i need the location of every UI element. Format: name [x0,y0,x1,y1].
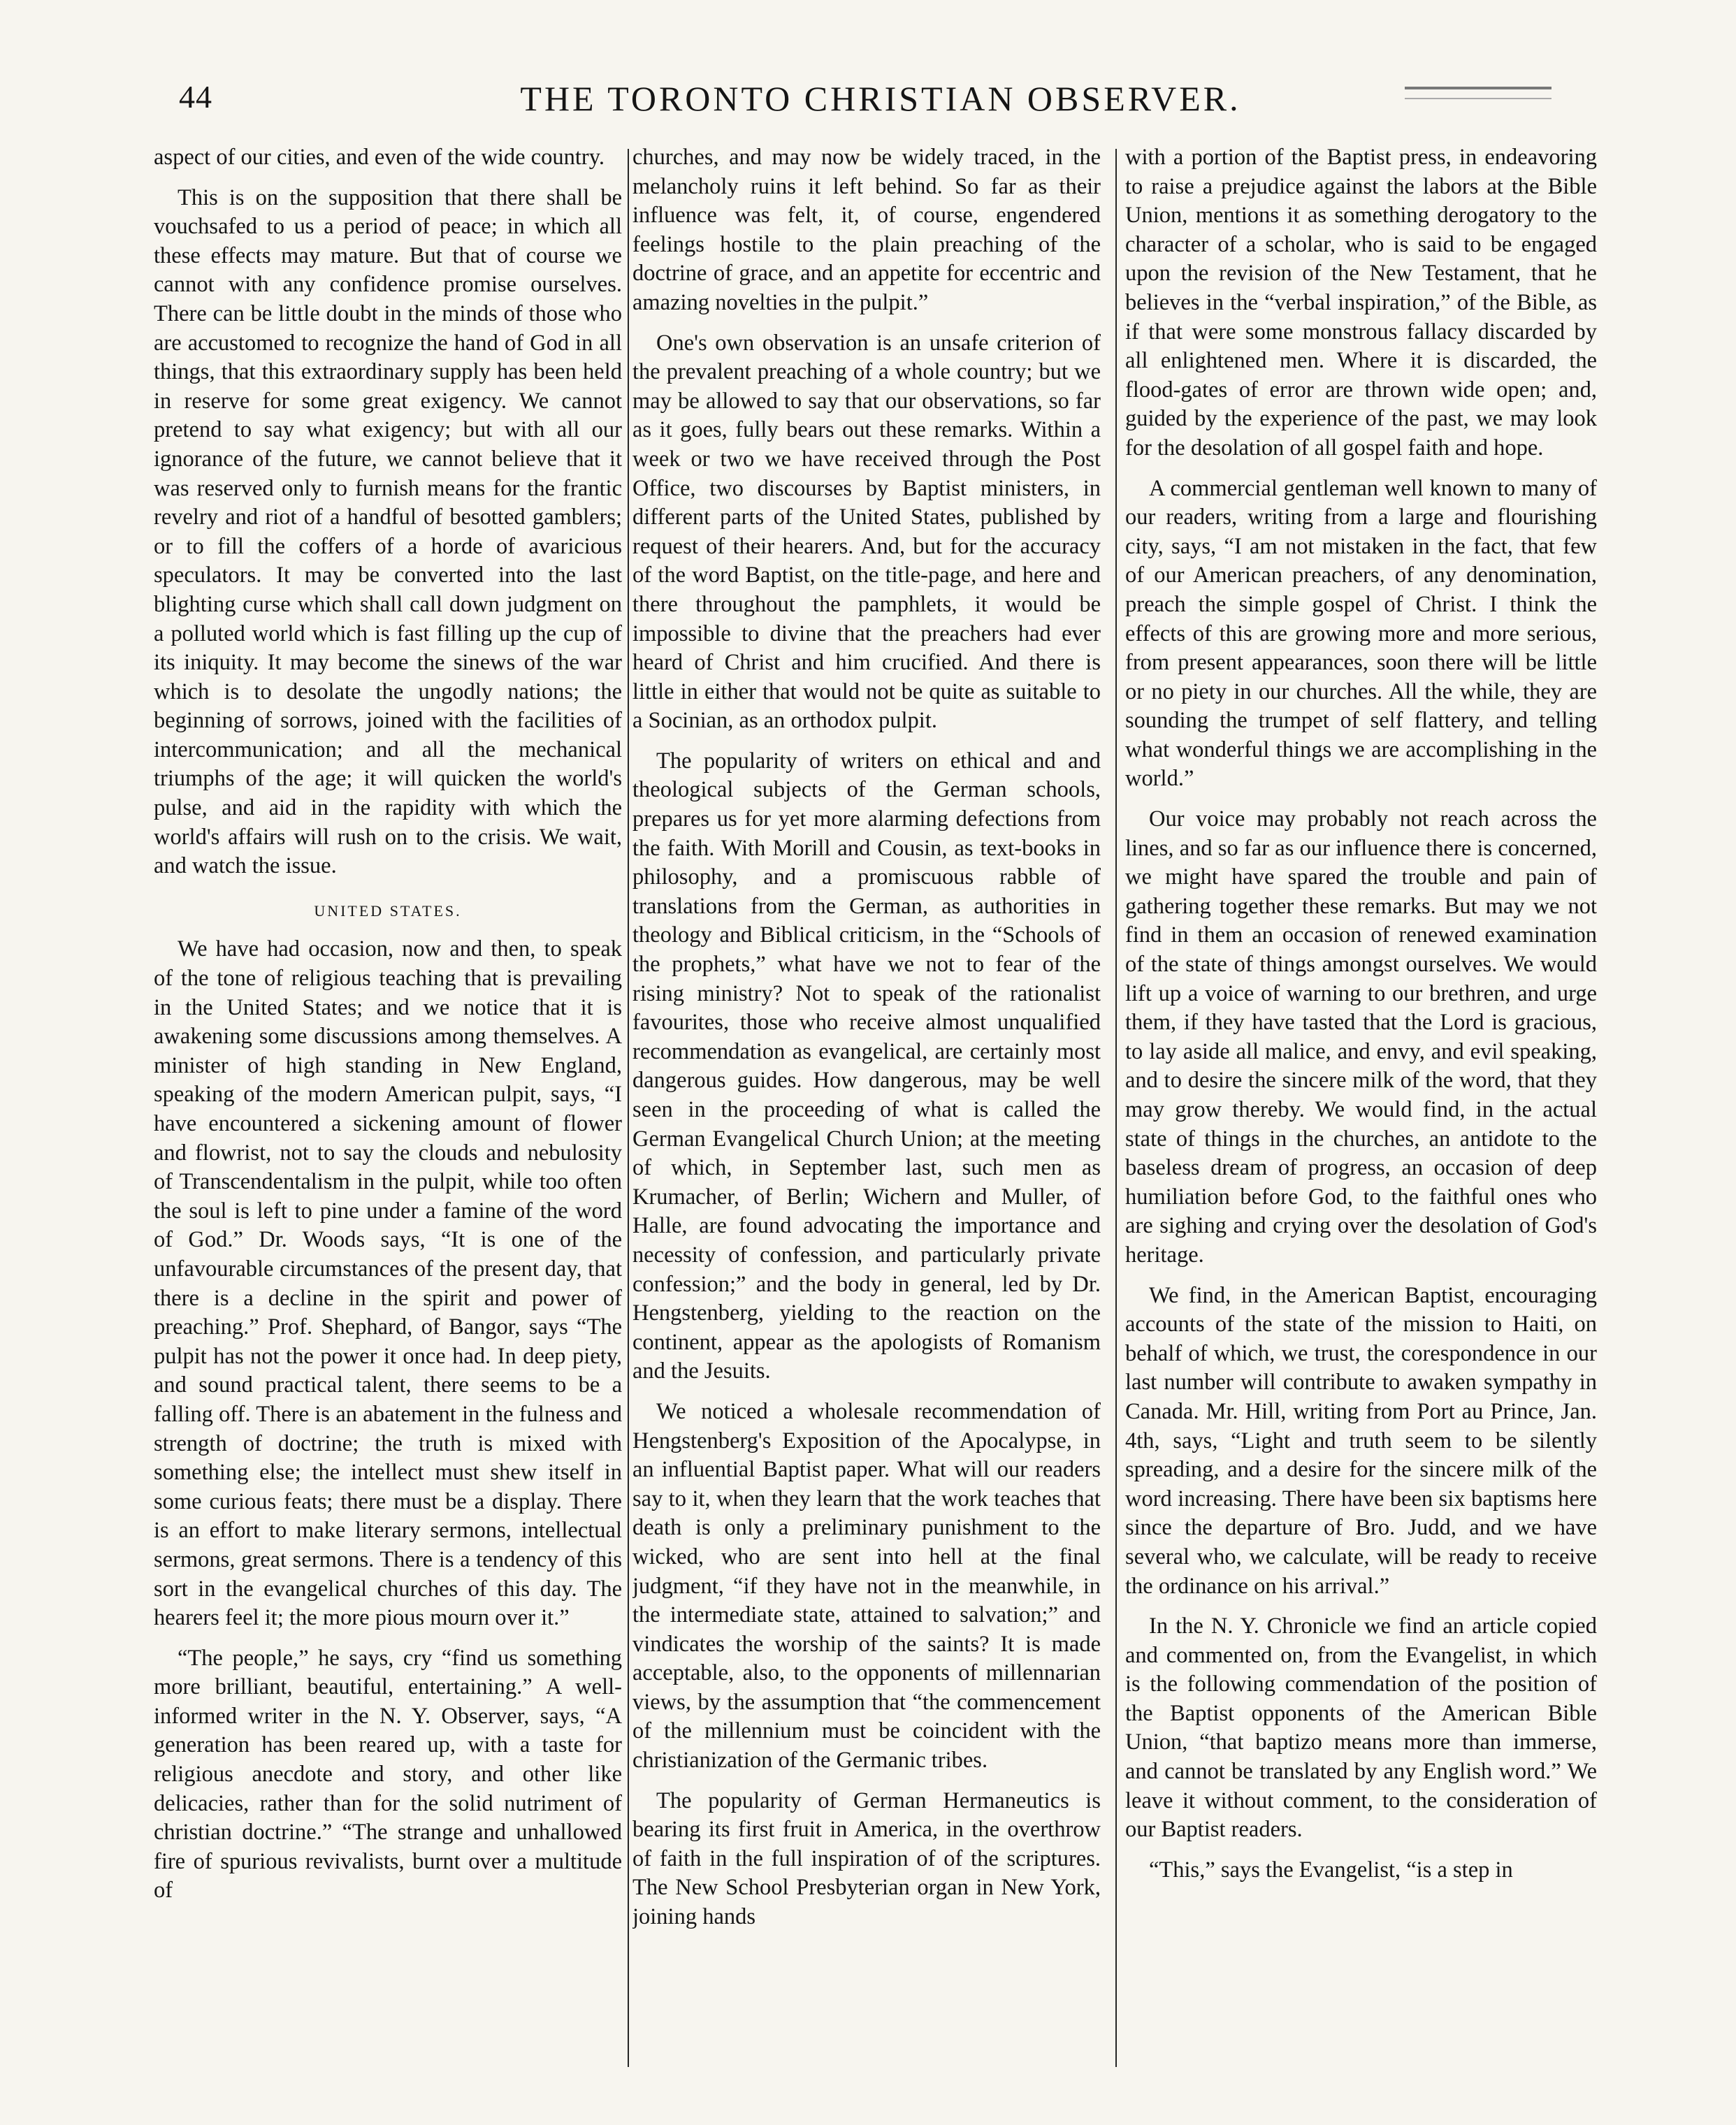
paragraph: We have had occasion, now and then, to speak of the tone of religious teaching that is prevailing in the United States; and we notice that it is awakening some discussions among themselves. A minister of high standing in New England, speaking of the modern American pulpit, says, “I have encountered a sickening amount of flower and flowrist, not to say the clouds and nebulosity of Transcendentalism in the pulpit, while too often the soul is left to pine under a famine of the word of God.” Dr. Woods says, “It is one of the unfavourable circumstances of the present day, that there is a decline in the spirit and power of preaching.” Prof. Shephard, of Bangor, says “The pulpit has not the power it once had. In deep piety, and sound practical talent, there seems to be a falling off. There is an abatement in the fulness and strength of doctrine; the truth is mixed with something else; the intellect must shew itself in some curious feats; there must be a display. There is an effort to make literary sermons, intellectual sermons, great sermons. There is a tendency of this sort in the evangelical churches of this day. The hearers feel it; the more pious mourn over it.” [154,936,622,1631]
column-1 [154,143,622,2072]
paragraph: Our voice may probably not reach across the lines, and so far as our influence there is concerned, we might have spared the trouble and pain of gathering together these remarks. But may we not find in them an occasion of renewed examination of the state of things amongst ourselves. We would lift up a voice of warning to our brethren, and urge them, if they have tasted that the Lord is gracious, to lay aside all malice, and envy, and evil speaking, and to desire the sincere milk of the word, that they may grow thereby. We would find, in the actual state of things in the churches, an antidote to the baseless dream of progress, an occasion of deep humiliation before God, to the faithful ones who are sighing and crying over the desolation of God's heritage. [1125,806,1597,1268]
article-columns [154,143,1607,2077]
paragraph: One's own observation is an unsafe criterion of the prevalent preaching of a whole country; but we may be allowed to say that our observations, so far as it goes, fully bears out these remarks. Within a week or two we have received through the Post Office, two discourses by Baptist ministers, in different parts of the United States, published by request of their hearers. And, but for the accuracy of the word Baptist, on the title-page, and here and there throughout the pamphlets, it would be impossible to divine that the preachers had ever heard of Christ and him crucified. And there is little in either that would not be quite as suitable to a Socinian, as an orthodox pulpit. [632,330,1101,734]
paragraph: “This,” says the Evangelist, “is a step in [1149,1857,1513,1883]
paragraph: The popularity of writers on ethical and and theological subjects of the German schools, prepares us for yet more alarming defections from the faith. With Morill and Cousin, as text-books in philosophy, and a promiscuous rabble of translations from the German, as authorities in theology and Biblical criticism, in the “Schools of the prophets,” what have we not to fear of the rising ministry? Not to speak of the rationalist favourites, those who receive almost unqualified recommendation as evangelical, are certainly most dangerous guides. How dangerous, may be well seen in the proceeding of what is called the German Evangelical Church Union; at the meeting of which, in September last, such men as Krumacher, of Berlin; Wichern and Muller, of Halle, are found advocating the importance and necessity of confession, and particularly private confession;” and the body in general, led by Dr. Hengstenberg, yielding to the reaction on the continent, appear as the apologists of Romanism and the Jesuits. [632,748,1101,1384]
paragraph: We noticed a wholesale recommendation of Hengstenberg's Exposition of the Apocalypse, in an influential Baptist paper. What will our readers say to it, when they learn that the work teaches that death is only a preliminary punishment to the wicked, who are sent into hell at the final judgment, “if they have not in the meanwhile, in the intermediate state, attained to salvation;” and vindicates the worship of the saints? It is made acceptable, also, to the opponents of millennarian views, by the assumption that “the commencement of the millennium must be coincident with the christianization of the Germanic tribes. [632,1398,1101,1774]
column-divider [1115,149,1117,2067]
column-divider [628,149,629,2067]
paragraph: churches, and may now be widely traced, in the melancholy ruins it left behind. So far as their influence was felt, it, of course, engendered feelings hostile to the plain preaching of the doctrine of grace, and an appetite for eccentric and amazing novelties in the pulpit.” [632,145,1101,315]
paragraph: “The people,” he says, cry “find us something more brilliant, beautiful, entertaining.” A well-informed writer in the N. Y. Observer, says, “A generation has been reared up, with a taste for religious anecdote and story, and other like delicacies, rather than for the solid nutriment of christian doctrine.” “The strange and unhallowed fire of spurious revivalists, burnt over a multitude of [154,1645,622,1903]
column-2 [632,143,1101,2072]
page-number: 44 [179,79,212,115]
section-heading: UNITED STATES. [314,901,462,920]
journal-title: THE TORONTO CHRISTIAN OBSERVER. [520,79,1241,118]
paragraph: aspect of our cities, and even of the wide country. [154,145,605,170]
paragraph: with a portion of the Baptist press, in endeavoring to raise a prejudice against the labors at the Bible Union, mentions it as something derogatory to the character of a scholar, who is said to be engaged upon the revision of the New Testament, that he believes in the “verbal inspiration,” of the Bible, as if that were some monstrous fallacy discarded by all enlightened men. Where it is discarded, the flood-gates of error are thrown wide open; and, guided by the experience of the past, we may look for the desolation of all gospel faith and hope. [1125,145,1597,460]
column-3 [1125,143,1597,2072]
paragraph: In the N. Y. Chronicle we find an article copied and commented on, from the Evangelist, in which is the following commendation of the position of the Baptist opponents of the American Bible Union, “that baptizo means more than immerse, and cannot be translated by any English word.” We leave it without comment, to the consideration of our Baptist readers. [1125,1613,1597,1843]
header-rule-marks [1405,87,1551,99]
paragraph: The popularity of German Hermaneutics is bearing its first fruit in America, in the overthrow of faith in the full inspiration of of the scriptures. The New School Presbyterian organ in New York, joining hands [632,1787,1101,1930]
page-header [154,78,1607,141]
paragraph: We find, in the American Baptist, encouraging accounts of the state of the mission to Haiti, on behalf of which, we trust, the corespondence in our last number will contribute to awaken sympathy in Canada. Mr. Hill, writing from Port au Prince, Jan. 4th, says, “Light and truth seem to be silently spreading, and a desire for the sincere milk of the word increasing. There have been six baptisms here since the departure of Bro. Judd, and we have several who, we calculate, will be ready to receive the ordinance on his arrival.” [1125,1282,1597,1599]
paragraph: A commercial gentleman well known to many of our readers, writing from a large and flourishing city, says, “I am not mistaken in the fact, that few of our American preachers, of any denomination, preach the simple gospel of Christ. I think the effects of this are growing more and more serious, from present appearances, soon there will be little or no piety in our churches. All the while, they are sounding the trumpet of self flattery, and telling what wonderful things we are accomplishing in the world.” [1125,475,1597,792]
paragraph: This is on the supposition that there shall be vouchsafed to us a period of peace; in which all these effects may mature. But that of course we cannot with any confidence promise ourselves. There can be little doubt in the minds of those who are accustomed to recognize the hand of God in all things, that this extraordinary supply has been held in reserve for some great exigency. We cannot pretend to say what exigency; but with all our ignorance of the future, we cannot believe that it was reserved only to furnish means for the frantic revelry and riot of a handful of besotted gamblers; or to fill the coffers of a horde of avaricious speculators. It may be converted into the last blighting curse which shall call down judgment on a polluted world which is fast filling up the cup of its iniquity. It may become the sinews of the war which is to desolate the ungodly nations; the beginning of sorrows, joined with the facilities of intercommunication; and all the mechanical triumphs of the age; it will quicken the world's pulse, and aid in the rapidity with which the world's affairs will rush on to the crisis. We wait, and watch the issue. [154,184,622,879]
